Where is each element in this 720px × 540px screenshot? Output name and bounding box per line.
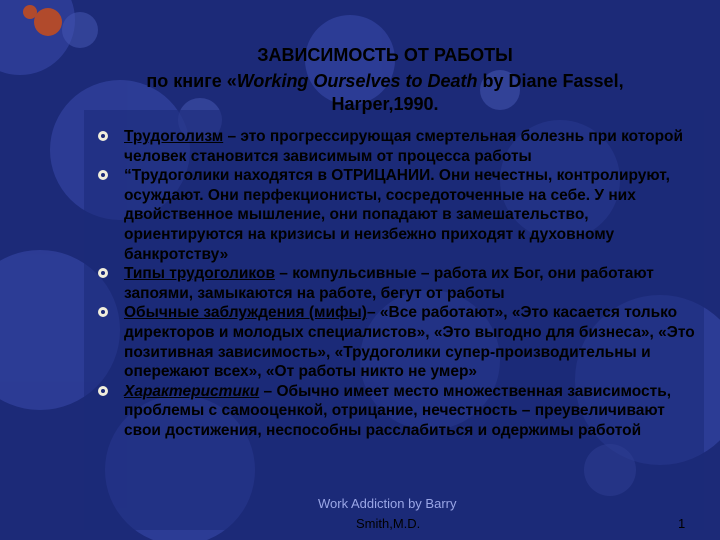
gear-bullet-icon bbox=[96, 266, 110, 280]
gear-bullet-icon bbox=[96, 129, 110, 143]
book-title: Working Ourselves to Death bbox=[236, 71, 478, 91]
bullet-list bbox=[96, 127, 696, 441]
slide-publisher: Harper,1990. bbox=[331, 94, 439, 114]
gear-bullet-icon bbox=[96, 168, 110, 182]
footer-source: Work Addiction by Barry bbox=[318, 496, 457, 511]
item-text: – «Все работают», «Это касается только директоров и молодых специалистов», «Это выгодно для бизнеса», «Это позитивная зависимость», «Трудоголики супер-производительны и опережают всех», «От работы никто не умер» bbox=[124, 304, 695, 381]
footer-source-author: Smith,M.D. bbox=[356, 516, 421, 531]
gear-bullet-icon bbox=[96, 384, 110, 398]
item-lead: Типы трудоголиков bbox=[124, 265, 275, 283]
item-lead: Характеристики bbox=[124, 382, 260, 400]
list-item bbox=[96, 166, 696, 264]
page-number: 1 bbox=[678, 516, 686, 531]
item-text: – это прогрессирующая смертельная болезнь при которой человек становится зависимым от процесса работы bbox=[124, 128, 684, 165]
slide-subtitle bbox=[60, 70, 710, 92]
gear-bullet-icon bbox=[96, 305, 110, 319]
item-lead: Трудоголизм bbox=[124, 128, 224, 145]
item-text: “Трудоголики находятся в ОТРИЦАНИИ. Они нечестны, контролируют, осуждают. Они перфекционисты, сосредоточенные на себе. У них двойственное мышление, они попадают в замешательство, ориентируются на кризисы и неизбежно приходят к духовному банкротству» bbox=[124, 167, 670, 263]
subtitle-prefix: по книге « bbox=[146, 71, 237, 91]
list-item bbox=[96, 382, 696, 441]
list-item bbox=[96, 303, 696, 381]
item-text: – компульсивные – работа их Бог, они работают запоями, замыкаются на работе, бегут от работы bbox=[124, 265, 654, 302]
slide-title: ЗАВИСИМОСТЬ ОТ РАБОТЫ bbox=[257, 45, 513, 65]
subtitle-author: by Diane Fassel, bbox=[477, 71, 624, 91]
list-item bbox=[96, 127, 696, 166]
list-item bbox=[96, 264, 696, 303]
item-text: – Обычно имеет место множественная зависимость, проблемы с самооценкой, отрицание, нечестность – преувеличивают свои достижения, неспособны расслабиться и одержимы работой bbox=[124, 382, 672, 439]
item-lead: Обычные заблуждения (мифы) bbox=[124, 304, 367, 322]
